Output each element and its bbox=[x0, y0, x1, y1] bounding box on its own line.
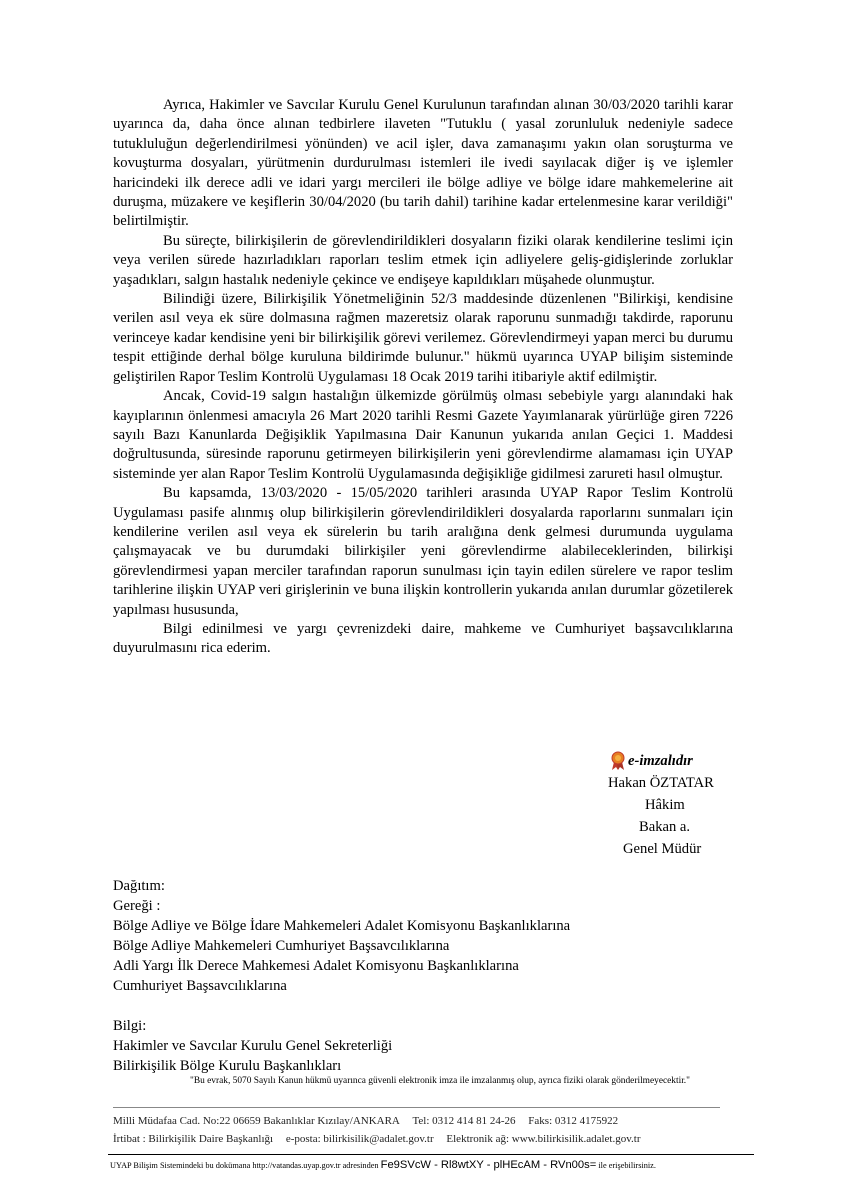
e-signature-label: e-imzalıdır bbox=[628, 753, 693, 769]
info-heading: Bilgi: bbox=[113, 1018, 147, 1034]
spacer bbox=[113, 996, 753, 1016]
paragraph: Ancak, Covid-19 salgın hastalığın ülkemizde görülmüş olması sebebiyle yargı alanındaki hak kayıplarının önlenmesi amacıyla 26 Mart 2020 tarihli Resmi Gazete Yayımlanarak yürürlüğe giren 7226 sayılı Bazı Kanunlarda Değişiklik Yapılmasına Dair Kanunun yukarıda anılan Geçici 1. Maddesi doğrultusunda, süresinde raporunu getirmeyen bilirkişilerin yeni görevlendirme alamaması için UYAP sisteminde yer alan Rapor Teslim Kontrolü Uygulamasında değişikliğe gidilmesi zarureti hasıl olmuştur. bbox=[113, 388, 733, 482]
list-item: Bilirkişilik Bölge Kurulu Başkanlıkları bbox=[113, 1058, 342, 1074]
footer-contact: İrtibat : Bilirkişilik Daire Başkanlığı bbox=[113, 1133, 274, 1145]
distribution-list bbox=[113, 876, 753, 1076]
verification-line bbox=[110, 1159, 755, 1171]
footer-divider bbox=[113, 1107, 720, 1108]
list-item: Cumhuriyet Başsavcılıklarına bbox=[113, 978, 287, 994]
paragraph: Bu kapsamda, 13/03/2020 - 15/05/2020 tarihleri arasında UYAP Rapor Teslim Kontrolü Uygulaması pasife alınmış olup bilirkişilerin görevlendirildikleri dosyalarda raporlarını sunmaları için kendilerine verilen asıl veya ek sürelerin bu tarih aralığına denk gelmesi durumunda uygulama çalışmayacak ve bu durumdaki bilirkişiler yeni görevlendirme alabileceklerinden, bilirkişi görevlendirmesi yapan merciler tarafından raporun sunulması için tayin edilen sürelere ve rapor teslim tarihlerine ilişkin UYAP veri girişlerinin ve buna ilişkin kontrollerin yukarıda anılan durumlar gözetilerek yapılması hususunda, bbox=[113, 485, 733, 618]
list-item: Hakimler ve Savcılar Kurulu Genel Sekreterliği bbox=[113, 1038, 393, 1054]
footer-website[interactable]: Elektronik ağ: www.bilirkisilik.adalet.gov.tr bbox=[446, 1133, 641, 1145]
action-heading: Gereği : bbox=[113, 898, 161, 914]
seal-ribbon-icon bbox=[610, 751, 626, 771]
footer bbox=[113, 1112, 733, 1148]
list-item: Bölge Adliye Mahkemeleri Cumhuriyet Başsavcılıklarına bbox=[113, 938, 450, 954]
signature-block bbox=[580, 750, 780, 860]
distribution-heading: Dağıtım: bbox=[113, 878, 165, 894]
signer-name: Hakan ÖZTATAR bbox=[608, 775, 714, 791]
list-item: Bölge Adliye ve Bölge İdare Mahkemeleri Adalet Komisyonu Başkanlıklarına bbox=[113, 918, 571, 934]
verification-prefix: UYAP Bilişim Sistemindeki bu dokümana http://vatandas.uyap.gov.tr adresinden bbox=[110, 1161, 379, 1170]
list-item: Adli Yargı İlk Derece Mahkemesi Adalet Komisyonu Başkanlıklarına bbox=[113, 958, 519, 974]
verification-code: Fe9SVcW - Rl8wtXY - plHEcAM - RVn00s= bbox=[380, 1159, 597, 1171]
footer-fax: Faks: 0312 4175922 bbox=[528, 1115, 619, 1127]
e-signature-legal-note: "Bu evrak, 5070 Sayılı Kanun hükmü uyarınca güvenli elektronik imza ile imzalanmış olup, ayrıca fiziki olarak gönderilmeyecektir." bbox=[190, 1076, 690, 1086]
footer-phone: Tel: 0312 414 81 24-26 bbox=[412, 1115, 516, 1127]
verification-suffix: ile erişebilirsiniz. bbox=[598, 1161, 656, 1170]
paragraph: Bilgi edinilmesi ve yargı çevrenizdeki daire, mahkeme ve Cumhuriyet başsavcılıklarına duyurulmasını rica ederim. bbox=[113, 620, 733, 657]
e-signature-mark bbox=[610, 750, 780, 772]
verification-divider bbox=[108, 1154, 754, 1155]
signer-title: Hâkim bbox=[645, 797, 685, 813]
paragraph: Bu süreçte, bilirkişilerin de görevlendirildikleri dosyaların fiziki olarak kendilerine teslimi için veya verilen sürede hazırladıkları raporları teslim etmek için adliyelere geliş-gidişlerinde zorluklar yaşadıkları, salgın hastalık nedeniyle çekince ve endişeye kapıldıkları müşahede olunmuştur. bbox=[113, 232, 733, 288]
paragraph: Ayrıca, Hakimler ve Savcılar Kurulu Genel Kurulunun tarafından alınan 30/03/2020 tarihli karar uyarınca da, daha önce alınan tedbirlere ilaveten "Tutuklu ( yasal zorunluluk nedeniyle sadece tutukluluğun değerlendirilmesi yönünden) ve acil işler, dava zamanaşımı yakın olan soruşturma ve kovuşturma dosyaları, yürütmenin durdurulması istemleri ile ivedi sayılacak diğer iş ve işlemler haricindeki ilk derece adli ve idari yargı mercileri ile bölge adliye ve bölge idare mahkemelerine ait duruşma, müzakere ve keşiflerin 30/04/2020 (bu tarih dahil) tarihine kadar ertelenmesine karar verildiği" belirtilmiştir. bbox=[113, 97, 733, 230]
letter-body bbox=[113, 96, 733, 659]
footer-email[interactable]: e-posta: bilirkisilik@adalet.gov.tr bbox=[285, 1133, 434, 1145]
signer-authority: Bakan a. bbox=[639, 819, 691, 835]
paragraph: Bilindiği üzere, Bilirkişilik Yönetmeliğinin 52/3 maddesinde düzenlenen "Bilirkişi, kendisine verilen asıl veya ek süre dolmasına rağmen mazeretsiz olarak raporunu sunmadığı takdirde, raporunu verinceye kadar kendisine yeni bir bilirkişilik görevi verilemez. Görevlendirmeyi yapan merci bu durumu tespit ettiğinde derhal bölge kuruluna bildirimde bulunur." hükmü uyarınca UYAP bilişim sisteminde geliştirilen Rapor Teslim Kontrolü Uygulaması 18 Ocak 2019 tarihi itibariyle aktif edilmiştir. bbox=[113, 291, 733, 385]
footer-address: Milli Müdafaa Cad. No:22 06659 Bakanlıklar Kızılay/ANKARA bbox=[113, 1115, 400, 1127]
signer-position: Genel Müdür bbox=[623, 841, 702, 857]
